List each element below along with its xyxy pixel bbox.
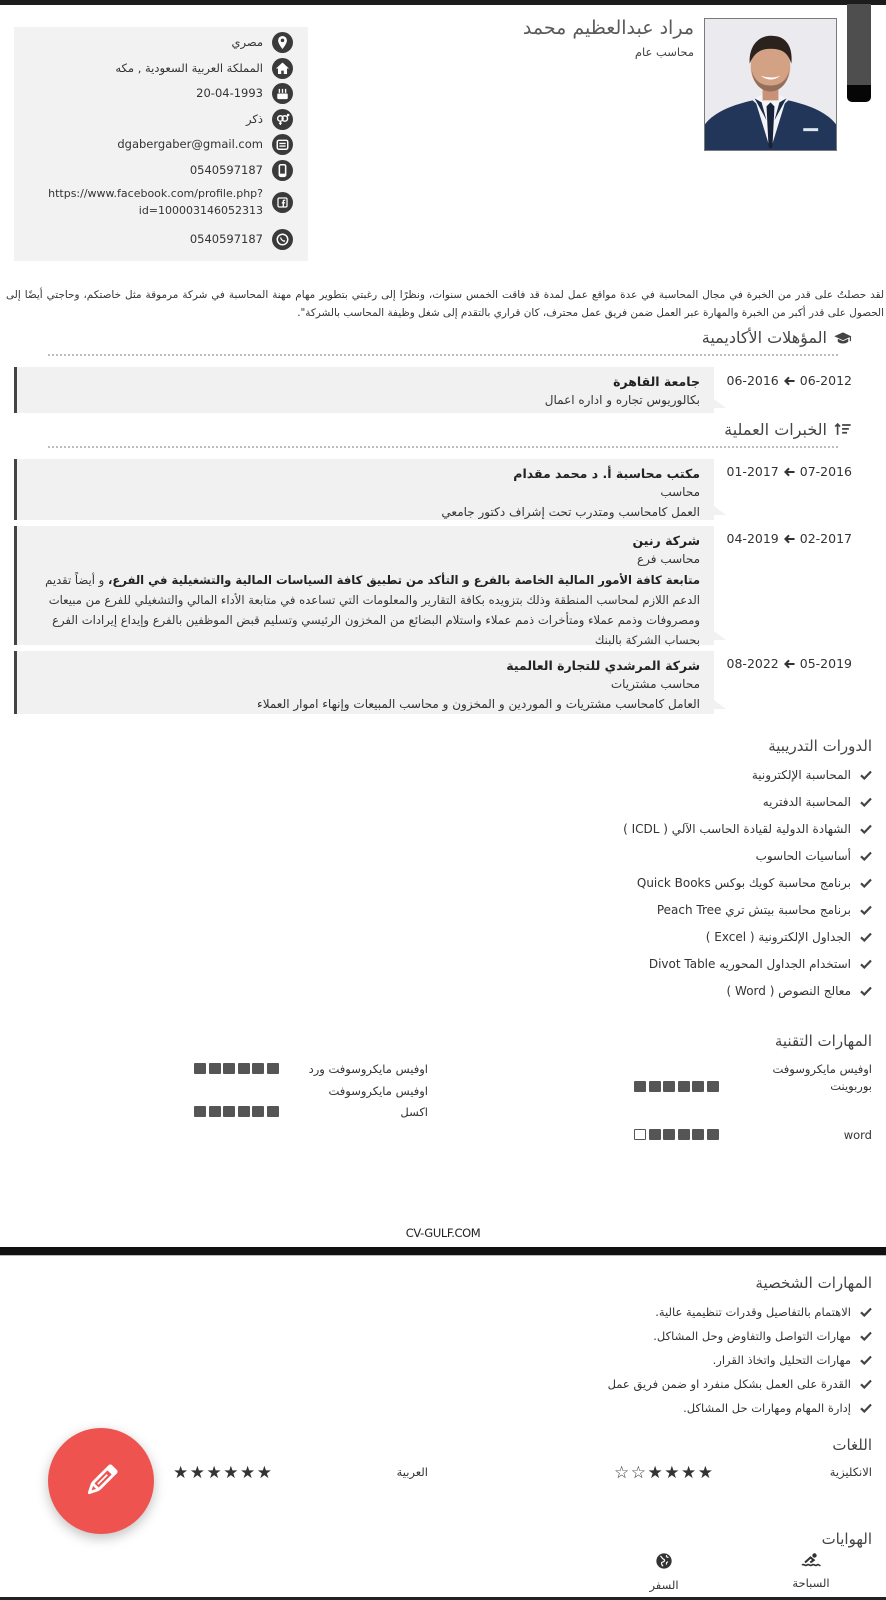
- list-item: [623, 923, 872, 950]
- course-name: معالج النصوص ( Word ): [726, 983, 851, 998]
- skill-level-bar: [194, 1106, 279, 1117]
- personal-skills-section-heading: المهارات الشخصية: [755, 1274, 872, 1292]
- star-filled-icon: ★: [697, 1463, 715, 1483]
- end-date: 08-2022: [726, 656, 779, 671]
- position-title: محاسب فرع: [637, 552, 700, 566]
- level-square-filled: [209, 1063, 221, 1074]
- star-filled-icon: ★: [173, 1463, 190, 1483]
- level-square-filled: [663, 1081, 675, 1092]
- birthday-cake-icon: [272, 83, 293, 104]
- position-title: محاسب: [660, 485, 700, 499]
- contact-address: [14, 56, 293, 82]
- job-description: العمل كامحاسب ومتدرب تحت إشراف دكتور جامعي: [441, 504, 700, 519]
- level-square-filled: [267, 1063, 279, 1074]
- section-title: الخبرات العملية: [724, 420, 827, 439]
- swimming-icon: [801, 1552, 821, 1568]
- courses-section-heading: الدورات التدريبية: [768, 737, 872, 755]
- list-item: [623, 815, 872, 842]
- level-square-filled: [223, 1106, 235, 1117]
- graduation-cap-icon: [834, 331, 852, 345]
- level-square-filled: [634, 1081, 646, 1092]
- gender-icon: [272, 109, 293, 130]
- facebook-icon: [272, 192, 293, 213]
- contact-birthdate: [14, 81, 293, 107]
- language-rating: [173, 1463, 274, 1483]
- mobile-phone-icon: [272, 160, 293, 181]
- list-item: [608, 1372, 872, 1396]
- contact-info-panel: [14, 27, 308, 261]
- pencil-icon: [79, 1459, 123, 1503]
- check-icon: [860, 986, 872, 996]
- end-date: 06-2016: [726, 373, 779, 388]
- contact-value[interactable]: 0540597187: [189, 232, 263, 247]
- skill-label: word: [843, 1128, 872, 1142]
- experience-item: [14, 651, 714, 714]
- education-date-range: [727, 373, 852, 388]
- company-name: شركة رنين: [632, 533, 700, 548]
- course-name: المحاسبة الدفتريه: [762, 794, 851, 809]
- level-square-filled: [209, 1106, 221, 1117]
- start-date: 07-2016: [799, 464, 852, 479]
- level-square-filled: [194, 1106, 206, 1117]
- hobby-label: السباحة: [792, 1576, 830, 1590]
- start-date: 06-2012: [799, 373, 852, 388]
- professional-summary: لقد حصلتُ على قدر من الخبرة في مجال المحاسبة في عدة مواقع عمل لمدة قد فاقت الخمس سنوات، ونظرًا إلى رغبتي بتطوير مهام مهنة المحاسبة في شركة مرموقة مثل خاصتكم، وحاجتي أيضًا إلى الحصول على قدر أكبر من الخبرة والمهارة عبر العمل ضمن فريق عمل محترف، كان قراري بالتقدم إلى شغل وظيفة المحاسب بالشركة".: [6, 289, 884, 319]
- level-square-filled: [692, 1081, 704, 1092]
- skill-label: اوفيس مايكروسوفت اكسل: [328, 1084, 428, 1119]
- arrow-left-icon: [784, 376, 795, 386]
- course-name: الشهادة الدولية لقيادة الحاسب الآلي ( ICDL ): [623, 821, 851, 836]
- course-name: برنامج محاسبة كويك بوكس Quick Books: [636, 875, 851, 890]
- position-title: محاسب مشتريات: [610, 677, 700, 691]
- check-icon: [860, 1307, 872, 1317]
- email-icon: [272, 134, 293, 155]
- course-name: أساسيات الحاسوب: [755, 848, 851, 863]
- sort-amount-up-icon: [834, 422, 852, 437]
- level-square-filled: [649, 1081, 661, 1092]
- contact-email: [14, 132, 293, 158]
- experience-item: [14, 526, 714, 645]
- education-section-heading: [702, 328, 852, 347]
- hobby-item: [634, 1552, 694, 1592]
- star-filled-icon: ★: [681, 1463, 698, 1483]
- course-name: المحاسبة الإلكترونية: [751, 767, 851, 782]
- list-item: [608, 1324, 872, 1348]
- contact-value: مصري: [231, 35, 263, 50]
- skill-level-bar: [634, 1081, 719, 1092]
- course-name: استخدام الجداول المحوريه Divot Table: [648, 956, 851, 971]
- languages-section-heading: اللغات: [832, 1436, 872, 1454]
- star-filled-icon: ★: [206, 1463, 224, 1483]
- level-square-filled: [707, 1129, 719, 1140]
- level-square-filled: [238, 1063, 250, 1074]
- list-item: [608, 1348, 872, 1372]
- company-name: شركة المرشدي للتجارة العالمية: [506, 658, 700, 673]
- star-empty-icon: ☆: [630, 1463, 648, 1483]
- list-item: [623, 788, 872, 815]
- list-item: [623, 842, 872, 869]
- skill-text: مهارات التواصل والتفاوض وحل المشاكل.: [653, 1329, 851, 1343]
- job-description: العامل كامحاسب مشتريات و الموردين و المخزون و محاسب المبيعات وإنهاء اموار العملاء: [257, 696, 700, 711]
- check-icon: [860, 1379, 872, 1389]
- star-filled-icon: ★: [647, 1463, 665, 1483]
- level-square-filled: [194, 1063, 206, 1074]
- scrollbar[interactable]: [847, 4, 871, 102]
- level-square-filled: [238, 1106, 250, 1117]
- contact-phone: [14, 158, 293, 184]
- contact-value[interactable]: 0540597187: [189, 162, 263, 177]
- section-divider: [48, 446, 838, 448]
- job-description-highlight: متابعة كافة الأمور المالية الخاصة بالفرع و التأكد من تطبيق كافة السياسات المالية والتشغيلية في الفرع،: [107, 572, 700, 587]
- level-square-filled: [663, 1129, 675, 1140]
- job-description: [17, 570, 700, 650]
- star-filled-icon: ★: [240, 1463, 257, 1483]
- skill-text: الاهتمام بالتفاصيل وقدرات تنظيمية عالية.: [655, 1305, 851, 1319]
- list-item: [623, 896, 872, 923]
- level-square-filled: [252, 1106, 264, 1117]
- page-separator: [0, 1247, 886, 1255]
- list-item: [608, 1396, 872, 1420]
- star-filled-icon: ★: [664, 1463, 681, 1483]
- contact-whatsapp: [14, 227, 293, 253]
- star-filled-icon: ★: [256, 1463, 274, 1483]
- watermark-text: CV-GULF.COM: [405, 1226, 481, 1240]
- check-icon: [860, 1331, 872, 1341]
- level-square-filled: [223, 1063, 235, 1074]
- skill-text: مهارات التحليل واتخاذ القرار.: [712, 1353, 851, 1367]
- check-icon: [860, 905, 872, 915]
- experience-date-range: [727, 656, 852, 671]
- experience-date-range: [727, 531, 852, 546]
- skill-level-bar: [194, 1063, 279, 1074]
- start-date: 02-2017: [799, 531, 852, 546]
- top-bar: [0, 0, 886, 5]
- contact-value[interactable]: https://www.facebook.com/profile.php?id=100003146052313: [48, 187, 263, 217]
- list-item: [623, 950, 872, 977]
- list-item: [623, 761, 872, 788]
- skill-label: اوفيس مايكروسوفت بوربوينت: [772, 1062, 872, 1093]
- personal-skills-list: [608, 1300, 872, 1420]
- course-name: الجداول الإلكترونية ( Excel ): [705, 929, 851, 944]
- map-marker-icon: [272, 32, 293, 53]
- check-icon: [860, 851, 872, 861]
- institution-name: جامعة القاهرة: [613, 374, 700, 389]
- level-square-empty: [634, 1129, 646, 1140]
- education-item: [14, 367, 714, 413]
- skill-level-bar: [634, 1129, 719, 1140]
- arrow-left-icon: [784, 659, 795, 669]
- check-icon: [860, 932, 872, 942]
- edit-fab-button[interactable]: [48, 1428, 154, 1534]
- contact-nationality: [14, 30, 293, 56]
- skill-text: القدرة على العمل بشكل منفرد او ضمن فريق عمل: [607, 1377, 851, 1391]
- star-empty-icon: ☆: [614, 1463, 631, 1483]
- check-icon: [860, 797, 872, 807]
- list-item: [608, 1300, 872, 1324]
- tech-skills-section-heading: المهارات التقنية: [774, 1032, 872, 1050]
- level-square-filled: [252, 1063, 264, 1074]
- level-square-filled: [678, 1129, 690, 1140]
- experience-date-range: [727, 464, 852, 479]
- list-item: [623, 977, 872, 1004]
- language-name: العربية: [396, 1465, 428, 1479]
- contact-gender: [14, 107, 293, 133]
- list-item: [623, 869, 872, 896]
- experience-item: [14, 459, 714, 520]
- courses-list: [623, 761, 872, 1004]
- hobby-item: [781, 1552, 841, 1590]
- candidate-job-title: محاسب عام: [634, 45, 694, 59]
- start-date: 05-2019: [799, 656, 852, 671]
- course-name: برنامج محاسبة بيتش تري Peach Tree: [656, 902, 851, 917]
- check-icon: [860, 959, 872, 969]
- contact-value: ذكر: [246, 111, 263, 126]
- level-square-filled: [267, 1106, 279, 1117]
- job-description-text: و أيضاً تقديم الدعم اللازم لمحاسب المنطقة وذلك بتزويده بكافة التقارير والمعلومات التي تساعده في متابعة الأداء المالي والتشغيلي للفرع من مبيعات ومصروفات وذمم عملاء ومتأخرات ذمم عملاء واستلام البضائع من المخزون الرئيسي وتسليم قبض الموظفين بالفرع وإيداع إيرادات الفرع بحساب الشركة بالبنك: [45, 572, 700, 647]
- arrow-left-icon: [784, 534, 795, 544]
- contact-facebook: [14, 183, 293, 221]
- language-rating: [614, 1463, 715, 1483]
- check-icon: [860, 1403, 872, 1413]
- profile-photo: [704, 18, 837, 151]
- level-square-filled: [649, 1129, 661, 1140]
- star-filled-icon: ★: [223, 1463, 240, 1483]
- contact-value: 20-04-1993: [196, 86, 263, 101]
- skill-label: اوفيس مايكروسوفت ورد: [308, 1062, 428, 1076]
- level-square-filled: [692, 1129, 704, 1140]
- check-icon: [860, 1355, 872, 1365]
- hobby-label: السفر: [649, 1578, 679, 1592]
- hobbies-section-heading: الهوايات: [821, 1530, 872, 1548]
- check-icon: [860, 770, 872, 780]
- candidate-name: مراد عبدالعظيم محمد: [522, 17, 694, 39]
- company-name: مكتب محاسبة أ. د محمد مقدام: [513, 466, 700, 481]
- check-icon: [860, 878, 872, 888]
- whatsapp-icon: [272, 229, 293, 250]
- language-name: الانكليزية: [829, 1465, 872, 1479]
- end-date: 04-2019: [726, 531, 779, 546]
- experience-section-heading: [724, 420, 852, 439]
- travel-globe-icon: [655, 1552, 673, 1570]
- contact-value[interactable]: dgabergaber@gmail.com: [117, 137, 263, 152]
- star-filled-icon: ★: [189, 1463, 207, 1483]
- degree-name: بكالوريوس تجاره و اداره اعمال: [544, 393, 700, 407]
- section-title: المؤهلات الأكاديمية: [701, 328, 827, 347]
- skill-text: إدارة المهام ومهارات حل المشاكل.: [683, 1401, 851, 1415]
- level-square-filled: [678, 1081, 690, 1092]
- section-divider: [48, 354, 838, 356]
- scrollbar-thumb-end[interactable]: [847, 85, 871, 102]
- end-date: 01-2017: [726, 464, 779, 479]
- check-icon: [860, 824, 872, 834]
- contact-value: المملكة العربية السعودية , مكه: [115, 60, 263, 75]
- profile-photo-image: [705, 19, 836, 150]
- arrow-left-icon: [784, 467, 795, 477]
- level-square-filled: [707, 1081, 719, 1092]
- home-icon: [272, 58, 293, 79]
